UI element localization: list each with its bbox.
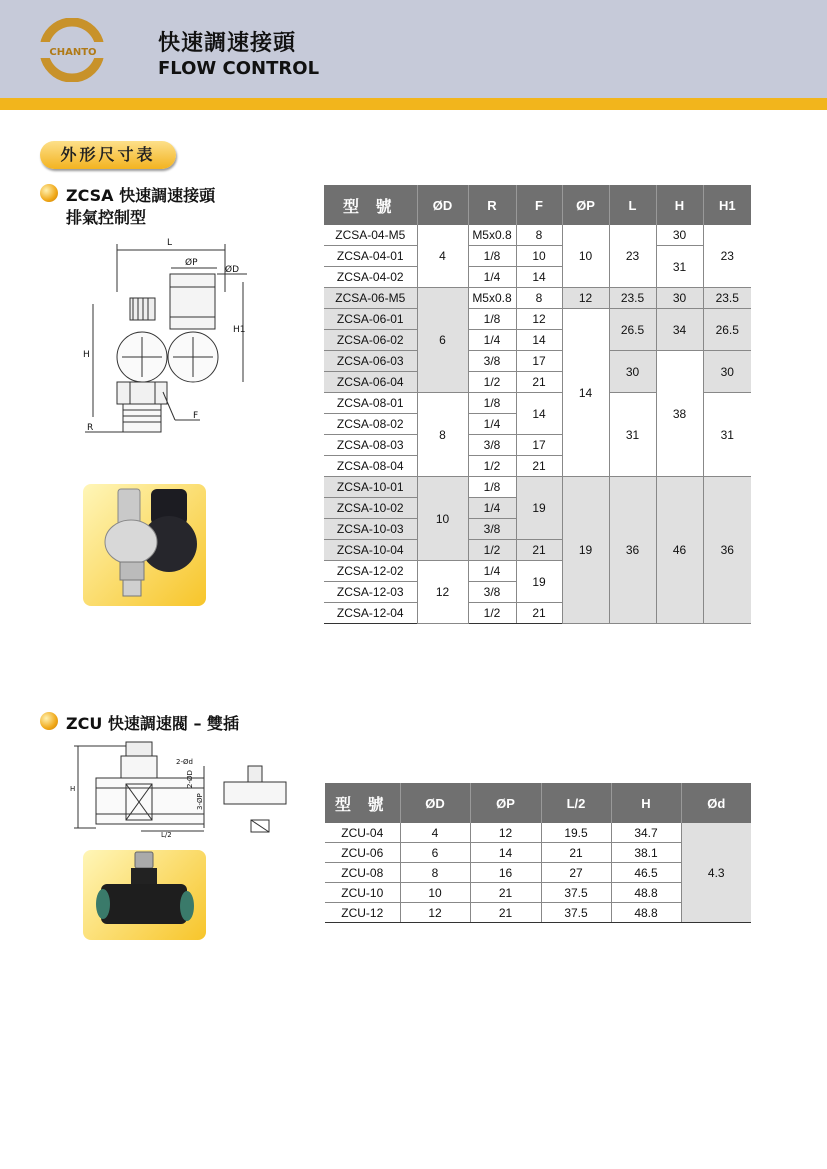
r-cell: M5x0.8 (468, 288, 516, 309)
dim-label-H: H (83, 350, 90, 360)
zcsa-dimension-drawing (75, 232, 265, 442)
p-cell: 19 (562, 477, 609, 624)
r-cell: 1/2 (468, 372, 516, 393)
zcu-dimension-table (325, 783, 751, 923)
col-header-H: H (611, 783, 681, 823)
r-cell: 3/8 (468, 582, 516, 603)
zcu-dimension-drawing (66, 736, 296, 840)
dim-label-L: L (167, 238, 173, 248)
r-cell: 1/8 (468, 246, 516, 267)
table-cell: ZCU-06 (325, 843, 400, 863)
model-cell: ZCSA-06-01 (324, 309, 417, 330)
f-cell: 12 (516, 309, 562, 330)
r-cell: 1/4 (468, 498, 516, 519)
model-cell: ZCSA-04-01 (324, 246, 417, 267)
zcsa-dimension-table (324, 185, 751, 624)
table-cell: ZCU-08 (325, 863, 400, 883)
table-cell: 48.8 (611, 883, 681, 903)
model-cell: ZCSA-12-03 (324, 582, 417, 603)
f-cell: 21 (516, 456, 562, 477)
f-cell: 17 (516, 351, 562, 372)
zcsa-title: ZCSA 快速調速接頭 (66, 186, 216, 205)
model-cell: ZCSA-10-02 (324, 498, 417, 519)
table-cell: 8 (400, 863, 470, 883)
l-cell: 31 (609, 393, 656, 477)
model-cell: ZCSA-12-04 (324, 603, 417, 624)
d-cell: 8 (417, 393, 468, 477)
header-stripe (0, 98, 827, 110)
r-cell: 1/2 (468, 603, 516, 624)
r-cell: 3/8 (468, 351, 516, 372)
bullet-icon (40, 712, 58, 730)
model-cell: ZCSA-08-03 (324, 435, 417, 456)
model-cell: ZCSA-06-04 (324, 372, 417, 393)
f-cell: 19 (516, 561, 562, 603)
r-cell: M5x0.8 (468, 225, 516, 246)
model-cell: ZCSA-04-M5 (324, 225, 417, 246)
model-cell: ZCSA-06-M5 (324, 288, 417, 309)
model-cell: ZCSA-10-04 (324, 540, 417, 561)
r-cell: 3/8 (468, 519, 516, 540)
h1-cell: 31 (703, 393, 751, 477)
d-cell: 4 (417, 225, 468, 288)
table-cell: 37.5 (541, 903, 611, 923)
table-cell: 27 (541, 863, 611, 883)
dim-label-P: ØP (185, 258, 198, 268)
l-cell: 23 (609, 225, 656, 288)
r-cell: 1/4 (468, 330, 516, 351)
l-cell: 36 (609, 477, 656, 624)
col-header-L2: L/2 (541, 783, 611, 823)
d-cell: 10 (417, 477, 468, 561)
dim-label-F: F (193, 411, 199, 421)
zcsa-subtitle: 排氣控制型 (66, 208, 147, 227)
zcsa-product-photo (83, 484, 206, 606)
logo-text: CHANTO (49, 47, 97, 58)
col-header-L: L (609, 185, 656, 225)
page-title-cn: 快速調速接頭 (158, 31, 297, 56)
model-cell: ZCSA-12-02 (324, 561, 417, 582)
model-cell: ZCSA-08-04 (324, 456, 417, 477)
dim-label-H-zcu: H (70, 785, 76, 793)
table-cell: 21 (470, 903, 541, 923)
model-cell: ZCSA-08-02 (324, 414, 417, 435)
h1-cell: 23.5 (703, 288, 751, 309)
r-cell: 3/8 (468, 435, 516, 456)
f-cell: 17 (516, 435, 562, 456)
dim-label-2D: 2-ØD (186, 770, 194, 788)
table-cell: ZCU-10 (325, 883, 400, 903)
p-cell: 12 (562, 288, 609, 309)
table-cell: 12 (400, 903, 470, 923)
h-cell: 30 (656, 225, 703, 246)
r-cell: 1/4 (468, 414, 516, 435)
h-cell: 31 (656, 246, 703, 288)
f-cell: 21 (516, 372, 562, 393)
h1-cell: 36 (703, 477, 751, 624)
model-cell: ZCSA-10-03 (324, 519, 417, 540)
table-cell: 38.1 (611, 843, 681, 863)
l-cell: 23.5 (609, 288, 656, 309)
table-cell: 16 (470, 863, 541, 883)
table-cell: ZCU-12 (325, 903, 400, 923)
col-header-D: ØD (400, 783, 470, 823)
table-cell: 19.5 (541, 823, 611, 843)
col-header-d: Ød (681, 783, 751, 823)
col-header-H1: H1 (703, 185, 751, 225)
h1-cell: 30 (703, 351, 751, 393)
col-header-model: 型 號 (324, 185, 417, 225)
table-cell: 48.8 (611, 903, 681, 923)
dim-label-3P: 3-ØP (196, 793, 204, 810)
f-cell: 14 (516, 393, 562, 435)
zcu-product-photo (83, 850, 206, 940)
table-cell: 34.7 (611, 823, 681, 843)
model-cell: ZCSA-06-03 (324, 351, 417, 372)
table-cell: ZCU-04 (325, 823, 400, 843)
r-cell: 1/8 (468, 393, 516, 414)
col-header-P: ØP (470, 783, 541, 823)
table-cell: 21 (541, 843, 611, 863)
p-cell: 10 (562, 225, 609, 288)
h1-cell: 23 (703, 225, 751, 288)
dim-label-D: ØD (225, 265, 240, 275)
r-cell: 1/2 (468, 456, 516, 477)
col-header-F: F (516, 185, 562, 225)
r-cell: 1/4 (468, 267, 516, 288)
l-cell: 26.5 (609, 309, 656, 351)
table-cell: 4 (400, 823, 470, 843)
f-cell: 14 (516, 330, 562, 351)
col-header-D: ØD (417, 185, 468, 225)
h-cell: 46 (656, 477, 703, 624)
model-cell: ZCSA-08-01 (324, 393, 417, 414)
d-cell: 6 (417, 288, 468, 393)
h-cell: 38 (656, 351, 703, 477)
table-cell: 14 (470, 843, 541, 863)
h1-cell: 26.5 (703, 309, 751, 351)
h-cell: 30 (656, 288, 703, 309)
table-cell: 6 (400, 843, 470, 863)
col-header-R: R (468, 185, 516, 225)
table-cell: 4.3 (681, 823, 751, 923)
col-header-P: ØP (562, 185, 609, 225)
chanto-logo (40, 18, 104, 82)
table-cell: 12 (470, 823, 541, 843)
section-pill: 外形尺寸表 (40, 141, 176, 169)
r-cell: 1/8 (468, 309, 516, 330)
p-cell: 14 (562, 309, 609, 477)
col-header-H: H (656, 185, 703, 225)
table-cell: 10 (400, 883, 470, 903)
f-cell: 10 (516, 246, 562, 267)
model-cell: ZCSA-06-02 (324, 330, 417, 351)
model-cell: ZCSA-10-01 (324, 477, 417, 498)
dim-label-R: R (87, 423, 94, 433)
table-cell: 21 (470, 883, 541, 903)
model-cell: ZCSA-04-02 (324, 267, 417, 288)
table-cell: 46.5 (611, 863, 681, 883)
dim-label-L2: L/2 (161, 831, 172, 839)
h-cell: 34 (656, 309, 703, 351)
r-cell: 1/2 (468, 540, 516, 561)
table-cell: 37.5 (541, 883, 611, 903)
zcu-title: ZCU 快速調速閥 – 雙插 (66, 714, 240, 733)
f-cell: 19 (516, 477, 562, 540)
f-cell: 21 (516, 603, 562, 624)
r-cell: 1/4 (468, 561, 516, 582)
d-cell: 12 (417, 561, 468, 624)
f-cell: 14 (516, 267, 562, 288)
dim-label-2d: 2-Ød (176, 758, 193, 766)
col-header-model: 型 號 (325, 783, 400, 823)
bullet-icon (40, 184, 58, 202)
f-cell: 8 (516, 225, 562, 246)
l-cell: 30 (609, 351, 656, 393)
r-cell: 1/8 (468, 477, 516, 498)
dim-label-H1: H1 (233, 325, 246, 335)
f-cell: 21 (516, 540, 562, 561)
page-header (0, 0, 827, 98)
page-title-en: FLOW CONTROL (158, 58, 320, 79)
f-cell: 8 (516, 288, 562, 309)
